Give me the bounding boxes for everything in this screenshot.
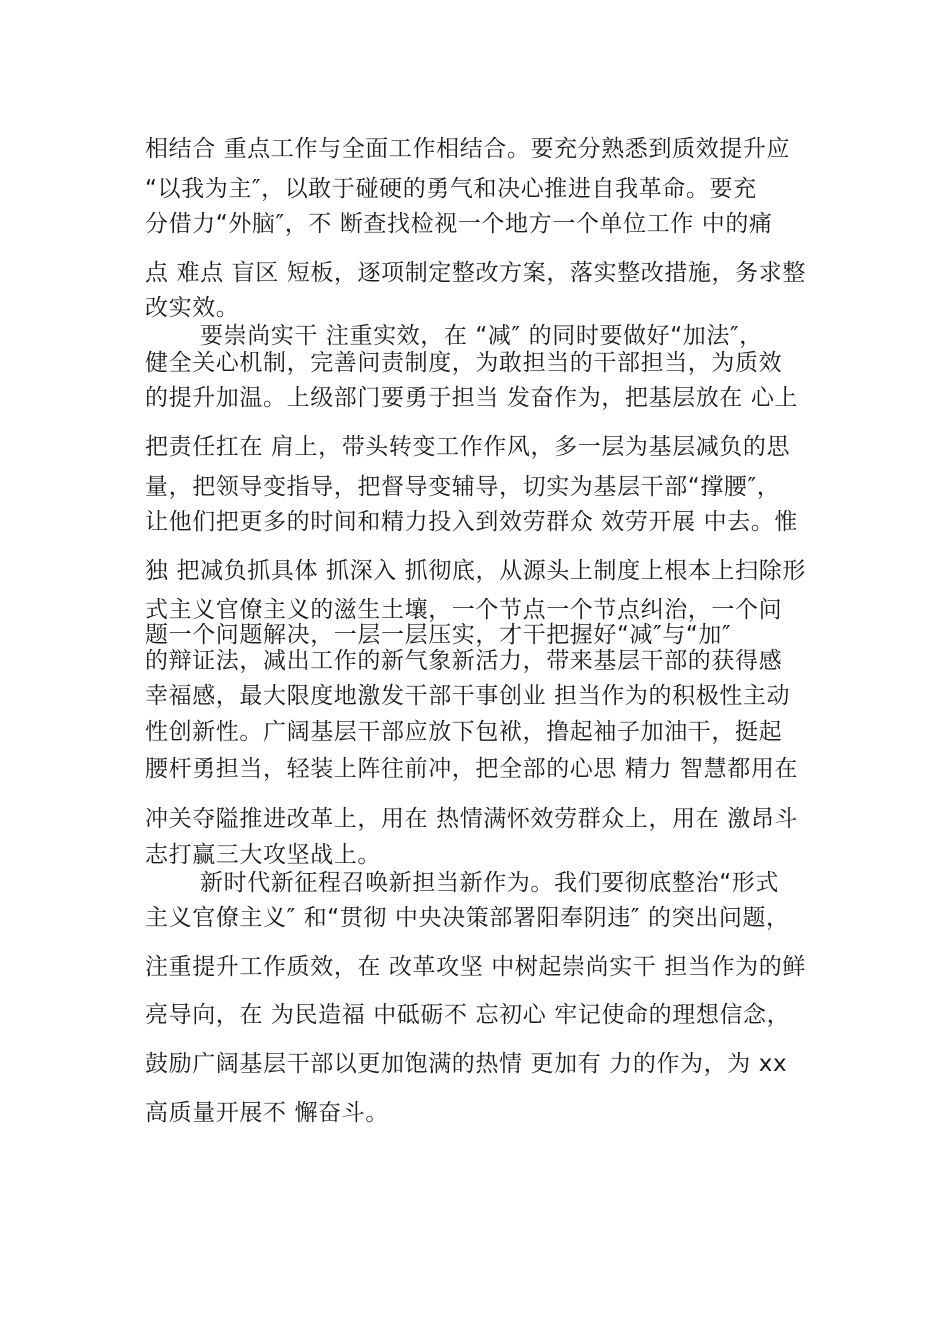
text-line: 健全关心机制，完善问责制度，为敢担当的干部担当，为质效 xyxy=(145,350,783,376)
text-line: 相结合 重点工作与全面工作相结合。要充分熟悉到质效提升应 xyxy=(145,136,791,162)
paragraph-start-line: 新时代新征程召唤新担当新作为。我们要彻底整治“形式 xyxy=(200,870,779,896)
text-line: 的提升加温。上级部门要勇于担当 发奋作为，把基层放在 心上 xyxy=(145,385,799,411)
text-line: 鼓励广阔基层干部以更加饱满的热情 更加有 力的作为，为 xx xyxy=(145,1051,788,1077)
text-line: 亮导向，在 为民造福 中砥砺不 忘初心 牢记使命的理想信念， xyxy=(145,1002,791,1028)
text-line: 主义官僚主义″ 和“贯彻 中央决策部署阳奉阴违″ 的突出问题， xyxy=(145,905,790,931)
text-line: 点 难点 盲区 短板，逐项制定整改方案，落实整改措施，务求整 xyxy=(145,260,806,286)
text-line: 量，把领导变指导，把督导变辅导，切实为基层干部“撑腰″， xyxy=(145,474,781,500)
text-line: 注重提升工作质效，在 改革攻坚 中树起崇尚实干 担当作为的鲜 xyxy=(145,954,806,980)
text-line: 改实效。 xyxy=(145,295,240,321)
text-line: 独 把减负抓具体 抓深入 抓彻底，从源头上制度上根本上扫除形 xyxy=(145,558,806,584)
text-line: “以我为主″，以敢于碰硬的勇气和决心推进自我革命。要充 xyxy=(145,176,757,202)
text-line: 幸福感，最大限度地激发干部干事创业 担当作为的积极性主动 xyxy=(145,683,791,709)
text-line: 高质量开展不 懈奋斗。 xyxy=(145,1100,389,1126)
text-line: 腰杆勇担当，轻装上阵往前冲，把全部的心思 精力 智慧都用在 xyxy=(145,756,799,782)
text-line: 题一个问题解决，一层一层压实，才干把握好“减″与“加″ xyxy=(145,622,732,648)
text-line: 的辩证法，减出工作的新气象新活力，带来基层干部的获得感 xyxy=(145,648,783,674)
text-line: 让他们把更多的时间和精力投入到效劳群众 效劳开展 中去。惟 xyxy=(145,509,799,535)
text-line: 冲关夺隘推进改革上，用在 热情满怀效劳群众上，用在 激昂斗 xyxy=(145,806,799,832)
text-line: 志打赢三大攻坚战上。 xyxy=(145,842,381,868)
paragraph-start-line: 要崇尚实干 注重实效，在 “减″ 的同时要做好“加法″， xyxy=(200,323,763,349)
text-line: 分借力“外脑″，不 断查找检视一个地方一个单位工作 中的痛 xyxy=(145,211,773,237)
text-line: 性创新性。广阔基层干部应放下包袱，撸起袖子加油干，挺起 xyxy=(145,719,783,745)
text-line: 把责任扛在 肩上，带头转变工作作风，多一层为基层减负的思 xyxy=(145,434,791,460)
text-line: 式主义官僚主义的滋生土壤，一个节点一个节点纠治，一个问 xyxy=(145,597,783,623)
